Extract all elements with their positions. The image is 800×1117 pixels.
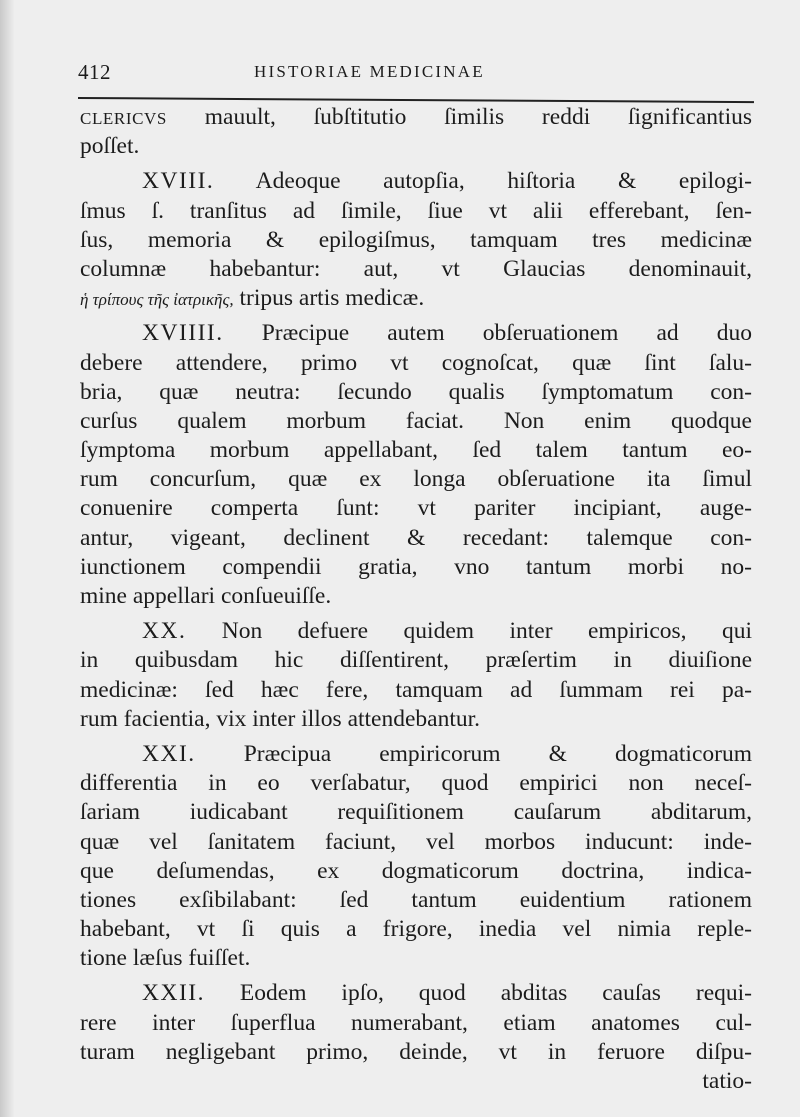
text-line xyxy=(80,646,752,675)
line-text: mauult, ſubſtitutio ſimilis reddi ſignificantius xyxy=(166,104,752,130)
text-line xyxy=(80,1038,752,1067)
text-line xyxy=(80,378,752,407)
text-line xyxy=(80,407,752,436)
text-line xyxy=(80,465,752,494)
text-line xyxy=(80,553,752,582)
line-text: ſymptoma morbum appellabant, ſed talem tantum eo- xyxy=(80,437,752,464)
page-body xyxy=(80,103,752,1096)
text-line xyxy=(80,284,752,313)
line-text: rere inter ſuperflua numerabant, etiam anatomes cul- xyxy=(80,1009,752,1036)
text-line xyxy=(80,494,752,523)
line-text: bria, quæ neutra: ſecundo qualis ſymptomatum con- xyxy=(80,378,752,405)
line-text: mine appellari conſueuiſſe. xyxy=(80,583,332,609)
text-line xyxy=(80,798,752,827)
line-text: tiones exſibilabant: ſed tantum euidentium rationem xyxy=(80,886,752,913)
text-line xyxy=(80,319,752,348)
line-text: habebant, vt ſi quis a frigore, inedia vel nimia reple- xyxy=(80,916,752,943)
greek-phrase: ἡ τρίπους τῆς ἰατρικῆς, xyxy=(80,290,234,310)
line-text: curſus qualem morbum faciat. Non enim quodque xyxy=(80,407,752,434)
line-text: que deſumendas, ex dogmaticorum doctrina, indica- xyxy=(80,857,752,884)
line-text: debere attendere, primo vt cognoſcat, quæ ſint ſalu- xyxy=(80,349,752,376)
line-text: Præcipua empiricorum & dogmaticorum xyxy=(195,740,752,767)
section-number: XVIIII. xyxy=(142,320,224,347)
section-number: XXI. xyxy=(142,740,196,767)
page-number: 412 xyxy=(78,60,111,84)
text-line xyxy=(80,167,752,196)
paragraph-xxii xyxy=(80,979,752,1067)
page-header xyxy=(78,60,758,90)
section-number: XXII. xyxy=(142,980,205,1007)
text-line xyxy=(80,676,752,705)
line-text: tripus artis medicæ. xyxy=(233,285,425,312)
line-text: Eodem ipſo, quod abditas cauſas requi- xyxy=(204,980,752,1007)
paragraph-xviiii xyxy=(80,319,752,611)
line-text: Non defuere quidem inter empiricos, qui xyxy=(186,618,752,645)
text-line xyxy=(80,886,752,915)
line-text: Adeoque autopſia, hiſtoria & epilogi- xyxy=(214,168,752,195)
text-line xyxy=(80,255,752,284)
section-number: XX. xyxy=(142,618,187,645)
line-text: ſmus ſ. tranſitus ad ſimile, ſiue vt alii efferebant, ſen- xyxy=(80,197,752,224)
line-text: turam negligebant primo, deinde, vt in feruore diſpu- xyxy=(80,1038,752,1065)
line-text: medicinæ: ſed hæc fere, tamquam ad ſummam rei pa- xyxy=(80,676,752,703)
text-line xyxy=(80,769,752,798)
text-line xyxy=(80,1009,752,1038)
line-text: ſariam iudicabant requiſitionem cauſarum abditarum, xyxy=(80,799,752,826)
text-line xyxy=(80,857,752,886)
text-line xyxy=(80,349,752,378)
line-text: columnæ habebantur: aut, vt Glaucias denominauit, xyxy=(80,255,752,282)
line-text: tione læſus fuiſſet. xyxy=(80,945,251,972)
text-line xyxy=(80,979,752,1008)
text-line xyxy=(80,226,752,255)
line-text: rum facientia, vix inter illos attendebantur. xyxy=(80,705,481,732)
text-line xyxy=(80,617,752,646)
line-text: conuenire comperta ſunt: vt pariter incipiant, auge- xyxy=(80,495,752,522)
text-line xyxy=(80,740,752,769)
paragraph-xviii xyxy=(80,167,752,313)
line-text: quæ vel ſanitatem faciunt, vel morbos inducunt: inde- xyxy=(80,828,752,855)
paragraph-xxi xyxy=(80,740,752,974)
line-text: rum concurſum, quæ ex longa obſeruatione ita ſimul xyxy=(80,466,752,493)
author-name-smallcaps: CLERICVS xyxy=(80,109,167,128)
text-line xyxy=(80,915,752,944)
text-line xyxy=(80,828,752,857)
text-line xyxy=(80,103,752,132)
running-head: HISTORIAE MEDICINAE xyxy=(254,62,485,81)
paragraph-xx xyxy=(80,617,752,734)
section-number: XVIII. xyxy=(142,168,215,195)
line-text: iunctionem compendii gratia, vno tantum morbi no- xyxy=(80,553,752,580)
text-line xyxy=(80,705,752,734)
text-line xyxy=(80,944,752,973)
catchword: tatio- xyxy=(702,1068,752,1094)
line-text: poſſet. xyxy=(80,133,140,160)
text-line xyxy=(80,524,752,553)
text-line xyxy=(80,582,752,611)
line-text: ſus, memoria & epilogiſmus, tamquam tres medicinæ xyxy=(80,226,752,253)
line-text: antur, vigeant, declinent & recedant: talemque con- xyxy=(80,524,752,551)
line-text: Præcipue autem obſeruationem ad duo xyxy=(223,320,752,347)
line-text: in quibusdam hic diſſentirent, præſertim in diuiſione xyxy=(80,647,752,674)
line-text: differentia in eo verſabatur, quod empirici non neceſ- xyxy=(80,770,752,797)
text-line xyxy=(80,132,752,161)
text-line xyxy=(80,436,752,465)
paragraph-continuation xyxy=(80,103,752,161)
text-line xyxy=(80,197,752,226)
